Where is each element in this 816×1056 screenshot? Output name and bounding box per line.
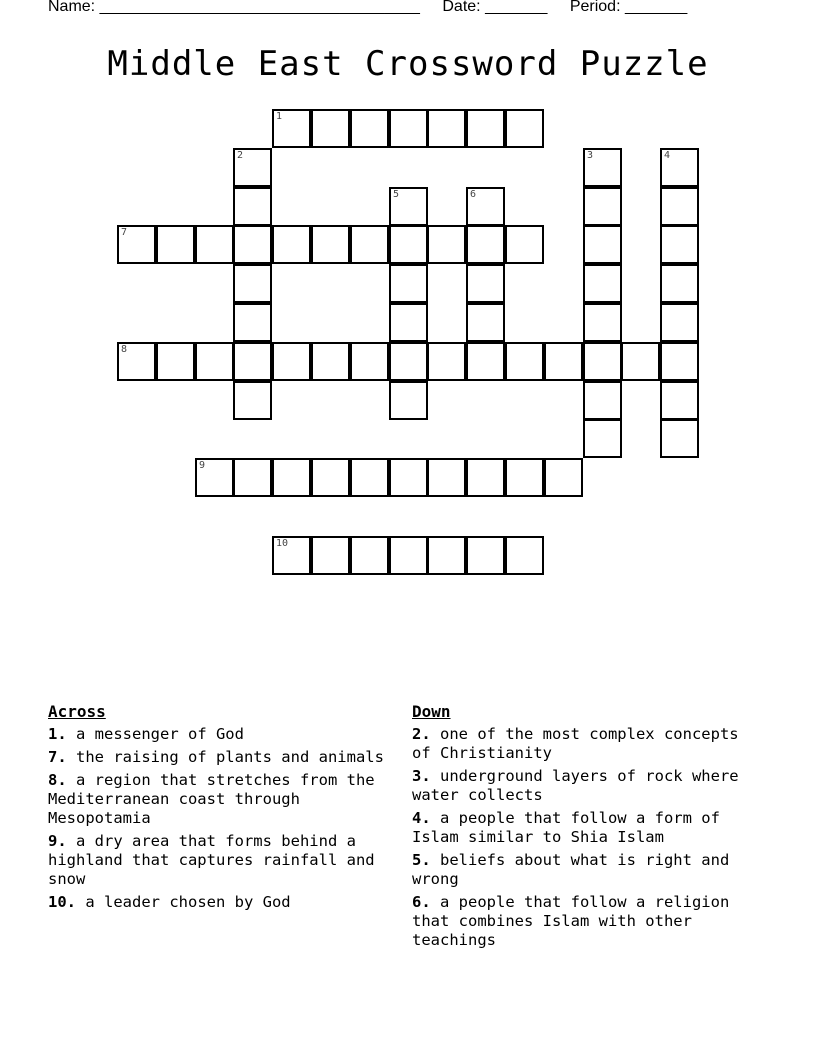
clue-item [48,725,403,744]
grid-cell[interactable] [583,187,622,226]
grid-cell[interactable] [505,109,544,148]
grid-cell[interactable] [660,148,699,187]
grid-cell[interactable] [311,342,350,381]
grid-cell[interactable] [272,536,311,575]
grid-cell[interactable] [272,458,311,497]
clue-number: 5. [412,851,431,869]
grid-cell[interactable] [350,109,389,148]
grid-cell[interactable] [195,458,234,497]
grid-cell[interactable] [389,187,428,226]
grid-cell[interactable] [389,225,428,264]
grid-cell[interactable] [660,264,699,303]
grid-cell[interactable] [621,342,660,381]
clue-number: 10. [48,893,76,911]
grid-cell[interactable] [117,225,156,264]
grid-cell[interactable] [660,225,699,264]
grid-cell[interactable] [389,109,428,148]
clue-number: 4 [664,150,671,161]
clue-text: beliefs about what is right and wrong [412,851,730,888]
clue-item [412,809,762,847]
grid-cell[interactable] [350,536,389,575]
grid-cell[interactable] [117,342,156,381]
grid-cell[interactable] [233,187,272,226]
down-clue-list [412,725,762,950]
clue-number: 3 [587,150,594,161]
clue-number: 5 [393,189,400,200]
grid-cell[interactable] [505,536,544,575]
grid-cell[interactable] [544,342,583,381]
grid-cell[interactable] [427,536,466,575]
grid-cell[interactable] [272,109,311,148]
grid-cell[interactable] [660,419,699,458]
grid-cell[interactable] [505,225,544,264]
clue-number: 9 [199,460,206,471]
clue-item [48,771,403,828]
grid-cell[interactable] [389,458,428,497]
grid-cell[interactable] [583,342,622,381]
grid-cell[interactable] [389,303,428,342]
grid-cell[interactable] [195,342,234,381]
grid-cell[interactable] [389,342,428,381]
grid-cell[interactable] [466,225,505,264]
down-clues [412,702,762,954]
clue-number: 9. [48,832,67,850]
grid-cell[interactable] [389,264,428,303]
clue-number: 4. [412,809,431,827]
grid-cell[interactable] [466,342,505,381]
across-clues [48,702,403,916]
clue-item [48,832,403,889]
clue-number: 3. [412,767,431,785]
period-field[interactable]: Period: _______ [569,0,688,15]
grid-cell[interactable] [350,458,389,497]
clue-text: one of the most complex concepts of Christianity [412,725,739,762]
clue-number: 8. [48,771,67,789]
grid-cell[interactable] [466,536,505,575]
grid-cell[interactable] [583,419,622,458]
grid-cell[interactable] [233,303,272,342]
name-field[interactable]: Name: ____________________________________ [48,0,420,15]
grid-cell[interactable] [311,458,350,497]
clue-text: a dry area that forms behind a highland that captures rainfall and snow [48,832,375,888]
grid-cell[interactable] [427,342,466,381]
clue-number: 2. [412,725,431,743]
grid-cell[interactable] [272,342,311,381]
clue-number: 2 [237,150,244,161]
clue-number: 7 [121,227,128,238]
grid-cell[interactable] [389,536,428,575]
clue-item [412,725,762,763]
grid-cell[interactable] [427,458,466,497]
grid-cell[interactable] [427,225,466,264]
grid-cell[interactable] [350,342,389,381]
grid-cell[interactable] [156,225,195,264]
across-clue-list [48,725,403,912]
clue-text: the raising of plants and animals [66,748,384,766]
clue-text: a leader chosen by God [76,893,291,911]
clue-text: a messenger of God [66,725,244,743]
grid-cell[interactable] [466,109,505,148]
grid-cell[interactable] [544,458,583,497]
grid-cell[interactable] [583,148,622,187]
grid-cell[interactable] [233,148,272,187]
grid-cell[interactable] [505,458,544,497]
grid-cell[interactable] [583,303,622,342]
grid-cell[interactable] [466,264,505,303]
grid-cell[interactable] [350,225,389,264]
clue-item [48,748,403,767]
clue-item [412,767,762,805]
grid-cell[interactable] [583,381,622,420]
grid-cell[interactable] [660,187,699,226]
grid-cell[interactable] [156,342,195,381]
grid-cell[interactable] [389,381,428,420]
clue-text: a region that stretches from the Mediterranean coast through Mesopotamia [48,771,375,827]
down-heading: Down [412,702,451,721]
grid-cell[interactable] [660,381,699,420]
clue-number: 1 [276,111,283,122]
grid-cell[interactable] [427,109,466,148]
puzzle-title: Middle East Crossword Puzzle [107,44,709,84]
clue-text: a people that follow a religion that combines Islam with other teachings [412,893,730,949]
grid-cell[interactable] [660,342,699,381]
grid-cell[interactable] [233,381,272,420]
clue-number: 6 [470,189,477,200]
clue-item [412,893,762,950]
grid-cell[interactable] [583,225,622,264]
grid-cell[interactable] [466,187,505,226]
clue-item [412,851,762,889]
grid-cell[interactable] [583,264,622,303]
grid-cell[interactable] [233,225,272,264]
grid-cell[interactable] [233,342,272,381]
clue-text: a people that follow a form of Islam similar to Shia Islam [412,809,720,846]
clue-number: 1. [48,725,67,743]
clue-item [48,893,403,912]
grid-cell[interactable] [311,536,350,575]
grid-cell[interactable] [272,225,311,264]
clue-number: 10 [276,538,289,549]
clue-number: 7. [48,748,67,766]
clue-text: underground layers of rock where water collects [412,767,739,804]
grid-cell[interactable] [311,225,350,264]
date-field[interactable]: Date: _______ [442,0,548,15]
grid-cell[interactable] [195,225,234,264]
grid-cell[interactable] [233,458,272,497]
grid-cell[interactable] [505,342,544,381]
grid-cell[interactable] [660,303,699,342]
grid-cell[interactable] [466,303,505,342]
clue-number: 8 [121,344,128,355]
across-heading: Across [48,702,106,721]
grid-cell[interactable] [311,109,350,148]
clue-number: 6. [412,893,431,911]
grid-cell[interactable] [466,458,505,497]
grid-cell[interactable] [233,264,272,303]
